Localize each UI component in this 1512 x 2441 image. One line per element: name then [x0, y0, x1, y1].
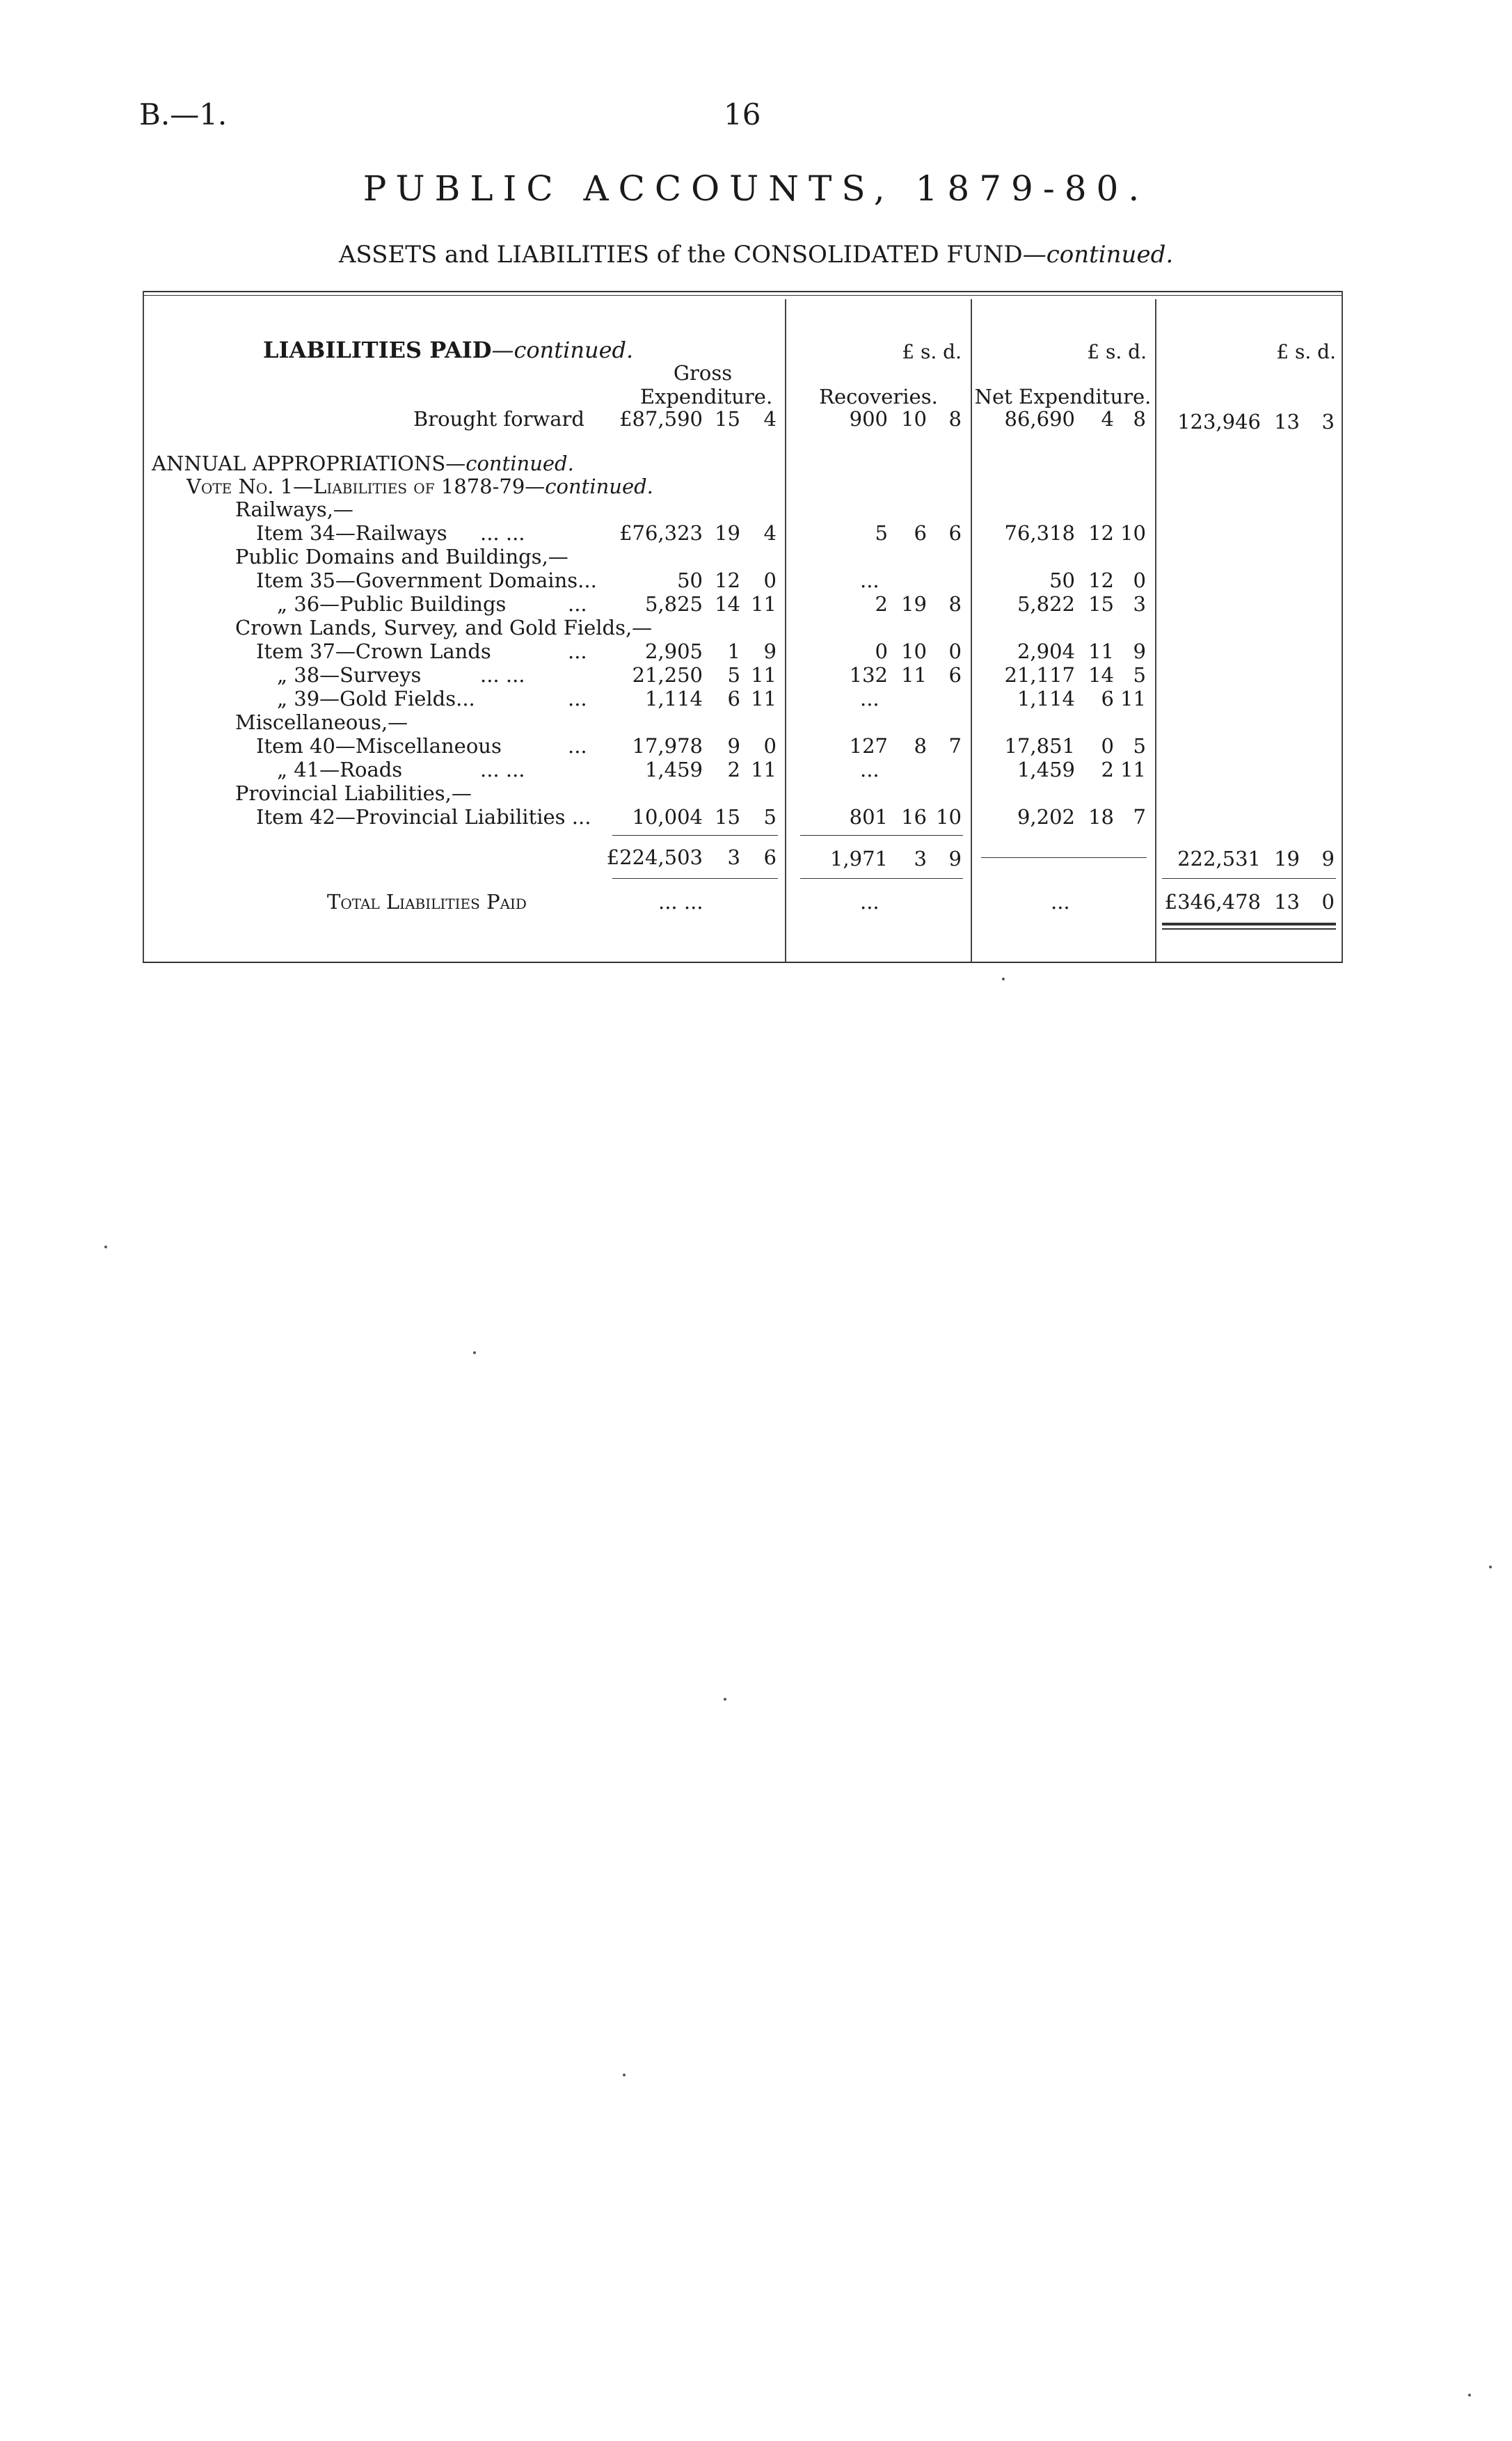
recoveries-pounds: ...: [860, 568, 880, 592]
net-pence: 10: [1120, 521, 1146, 545]
col-divider-total: [1155, 299, 1156, 962]
grand-total-pounds: £346,478: [1164, 890, 1261, 914]
subtotal-total-pounds: 222,531: [1177, 847, 1261, 870]
brought-forward-label: Brought forward: [413, 407, 584, 431]
gross-shillings: 1: [727, 639, 740, 663]
row-dots: ... ...: [480, 758, 525, 781]
row-label: Railways,—: [235, 498, 353, 521]
row-label: „ 38—Surveys: [277, 663, 422, 687]
gross-shillings: 15: [715, 805, 740, 829]
row-dots: ... ...: [480, 521, 525, 545]
gross-shillings: 19: [715, 521, 740, 545]
net-shillings: 15: [1088, 592, 1114, 616]
gross-shillings: 9: [727, 734, 740, 758]
net-subtotal-dash: [981, 857, 1147, 858]
row-label: Item 34—Railways: [256, 521, 447, 545]
unit-header-recoveries: £ s. d.: [902, 340, 962, 363]
annual-heading-text: ANNUAL APPROPRIATIONS: [152, 452, 446, 475]
net-pence: 11: [1120, 687, 1146, 710]
subtotal-recoveries-pounds: 1,971: [829, 847, 888, 870]
paper-speck: [1468, 2394, 1471, 2396]
net-pounds: 5,822: [1017, 592, 1075, 616]
row-label: Crown Lands, Survey, and Gold Fields,—: [235, 616, 653, 639]
gross-pence: 0: [763, 568, 777, 592]
recoveries-pounds: 0: [875, 639, 888, 663]
recoveries-pounds: 127: [849, 734, 888, 758]
row-label: „ 41—Roads: [277, 758, 403, 781]
gross-pence: 4: [763, 521, 777, 545]
grand-total-double-rule: [1162, 923, 1336, 925]
gross-pence: 11: [751, 592, 777, 616]
net-pounds: 1,114: [1017, 687, 1075, 710]
gross-pence: 0: [763, 734, 777, 758]
recoveries-shillings: 6: [914, 521, 927, 545]
gross-shillings: 6: [727, 687, 740, 710]
gross-pence: 5: [763, 805, 777, 829]
bf-net-pence: 8: [1133, 407, 1146, 431]
recoveries-pence: 8: [948, 592, 962, 616]
net-pounds: 21,117: [1004, 663, 1075, 687]
bf-net-pounds: 86,690: [1004, 407, 1075, 431]
table-top-rule: [143, 291, 1343, 292]
annual-appropriations-heading: [152, 452, 574, 475]
section-heading-text: LIABILITIES PAID: [263, 337, 492, 363]
col-head-net: Net Expenditure.: [974, 385, 1152, 408]
recoveries-shillings: 11: [901, 663, 927, 687]
bf-recoveries-pounds: 900: [849, 407, 888, 431]
vote-heading-suffix: —continued.: [525, 475, 653, 498]
paper-speck: [724, 1698, 726, 1701]
net-pence: 3: [1133, 592, 1146, 616]
recoveries-shillings: 16: [901, 805, 927, 829]
net-shillings: 14: [1088, 663, 1114, 687]
recoveries-subtotal-rule: [800, 835, 963, 836]
subtotal-total-shillings: 19: [1274, 847, 1300, 870]
net-shillings: 2: [1101, 758, 1114, 781]
page-subtitle: [0, 241, 1512, 269]
row-label: Public Domains and Buildings,—: [235, 545, 568, 568]
row-dots: ...: [568, 687, 587, 710]
net-pence: 5: [1133, 663, 1146, 687]
grand-total-top-rule: [1162, 878, 1336, 879]
grand-total-pence: 0: [1321, 890, 1335, 914]
gross-pence: 11: [751, 687, 777, 710]
paper-speck: [104, 1246, 107, 1248]
gross-shillings: 14: [715, 592, 740, 616]
recoveries-pence: 7: [948, 734, 962, 758]
bf-gross-shillings: 15: [715, 407, 740, 431]
row-dots: ...: [568, 639, 587, 663]
net-pence: 11: [1120, 758, 1146, 781]
bf-net-shillings: 4: [1101, 407, 1114, 431]
paper-speck: [473, 1351, 476, 1354]
gross-pounds: 1,459: [644, 758, 703, 781]
bf-recoveries-shillings: 10: [901, 407, 927, 431]
grand-total-shillings: 13: [1274, 890, 1300, 914]
table-right-border: [1342, 291, 1343, 962]
paper-speck: [1002, 978, 1005, 980]
page-title: PUBLIC ACCOUNTS, 1879-80.: [363, 168, 1149, 209]
net-pence: 9: [1133, 639, 1146, 663]
table-top-rule-2: [143, 295, 1343, 296]
net-pence: 5: [1133, 734, 1146, 758]
net-shillings: 11: [1088, 639, 1114, 663]
grand-total-label: Total Liabilities Paid: [327, 890, 527, 914]
gross-total-rule: [612, 878, 778, 879]
page-number: 16: [724, 97, 761, 132]
subtotal-gross-pounds: £224,503: [606, 845, 703, 869]
vote-heading: [186, 475, 653, 498]
net-pounds: 2,904: [1017, 639, 1075, 663]
table-left-border: [143, 291, 144, 962]
gross-pounds: 50: [677, 568, 703, 592]
gross-pounds: 10,004: [632, 805, 703, 829]
net-pence: 7: [1133, 805, 1146, 829]
unit-header-total: £ s. d.: [1276, 340, 1336, 363]
grand-total-net-dots: ...: [1051, 890, 1070, 914]
unit-header-net: £ s. d.: [1087, 340, 1147, 363]
subtotal-recoveries-shillings: 3: [914, 847, 927, 870]
recoveries-shillings: 19: [901, 592, 927, 616]
recoveries-pounds: ...: [860, 758, 880, 781]
net-shillings: 6: [1101, 687, 1114, 710]
row-label: Item 40—Miscellaneous: [256, 734, 502, 758]
row-dots: ... ...: [480, 663, 525, 687]
bf-total-pence: 3: [1321, 410, 1335, 434]
net-pounds: 76,318: [1004, 521, 1075, 545]
section-heading-suffix: —continued.: [491, 337, 634, 363]
gross-pence: 9: [763, 639, 777, 663]
subtotal-total-pence: 9: [1321, 847, 1335, 870]
net-shillings: 12: [1088, 568, 1114, 592]
net-pounds: 9,202: [1017, 805, 1075, 829]
paper-speck: [623, 2074, 626, 2076]
net-pounds: 1,459: [1017, 758, 1075, 781]
paper-speck: [1489, 1566, 1492, 1568]
bf-total-shillings: 13: [1274, 410, 1300, 434]
gross-pounds: 1,114: [644, 687, 703, 710]
gross-shillings: 5: [727, 663, 740, 687]
recoveries-pounds: 5: [875, 521, 888, 545]
net-pounds: 50: [1049, 568, 1075, 592]
grand-total-gross-dots: ... ...: [658, 890, 703, 914]
col-head-gross-2: Expenditure.: [639, 385, 773, 408]
recoveries-pounds: 2: [875, 592, 888, 616]
bf-recoveries-pence: 8: [948, 407, 962, 431]
recoveries-pounds: 132: [849, 663, 888, 687]
row-label: Item 35—Government Domains...: [256, 568, 597, 592]
gross-pounds: 5,825: [644, 592, 703, 616]
gross-subtotal-rule: [612, 835, 778, 836]
bf-total-pounds: 123,946: [1177, 410, 1261, 434]
gross-shillings: 2: [727, 758, 740, 781]
row-dots: ...: [568, 734, 587, 758]
subtitle-main: ASSETS and LIABILITIES of the CONSOLIDATED FUND: [338, 241, 1023, 269]
net-pounds: 17,851: [1004, 734, 1075, 758]
recoveries-pence: 6: [948, 521, 962, 545]
net-pence: 0: [1133, 568, 1146, 592]
row-dots: ...: [568, 592, 587, 616]
row-label: Miscellaneous,—: [235, 710, 408, 734]
row-label: Provincial Liabilities,—: [235, 781, 472, 805]
subtotal-gross-pence: 6: [763, 845, 777, 869]
gross-pence: 11: [751, 663, 777, 687]
row-label: „ 36—Public Buildings: [277, 592, 507, 616]
subtotal-recoveries-pence: 9: [948, 847, 962, 870]
gross-pounds: 17,978: [632, 734, 703, 758]
document-reference: B.—1.: [139, 97, 228, 132]
row-label: „ 39—Gold Fields...: [277, 687, 475, 710]
net-shillings: 0: [1101, 734, 1114, 758]
recoveries-pence: 10: [936, 805, 962, 829]
recoveries-shillings: 8: [914, 734, 927, 758]
gross-pence: 11: [751, 758, 777, 781]
recoveries-total-rule: [800, 878, 963, 879]
gross-shillings: 12: [715, 568, 740, 592]
recoveries-shillings: 10: [901, 639, 927, 663]
bf-gross-pounds: £87,590: [619, 407, 703, 431]
table-bottom-rule: [143, 962, 1343, 963]
subtotal-gross-shillings: 3: [727, 845, 740, 869]
bf-gross-pence: 4: [763, 407, 777, 431]
row-label: Item 42—Provincial Liabilities ...: [256, 805, 591, 829]
gross-pounds: £76,323: [619, 521, 703, 545]
gross-pounds: 2,905: [644, 639, 703, 663]
annual-heading-suffix: —continued.: [445, 452, 574, 475]
col-head-gross-1: Gross: [673, 361, 733, 385]
recoveries-pence: 6: [948, 663, 962, 687]
net-shillings: 18: [1088, 805, 1114, 829]
col-divider-net: [971, 299, 972, 962]
gross-pounds: 21,250: [632, 663, 703, 687]
recoveries-pence: 0: [948, 639, 962, 663]
vote-heading-text: Vote No. 1—Liabilities of 1878-79: [186, 475, 525, 498]
recoveries-pounds: 801: [849, 805, 888, 829]
grand-total-recoveries-dots: ...: [860, 890, 880, 914]
row-label: Item 37—Crown Lands: [256, 639, 491, 663]
grand-total-double-rule-2: [1162, 928, 1336, 930]
section-heading: [263, 339, 633, 361]
col-head-recoveries: Recoveries.: [819, 385, 938, 408]
subtitle-suffix: —continued.: [1022, 241, 1174, 269]
recoveries-pounds: ...: [860, 687, 880, 710]
net-shillings: 12: [1088, 521, 1114, 545]
